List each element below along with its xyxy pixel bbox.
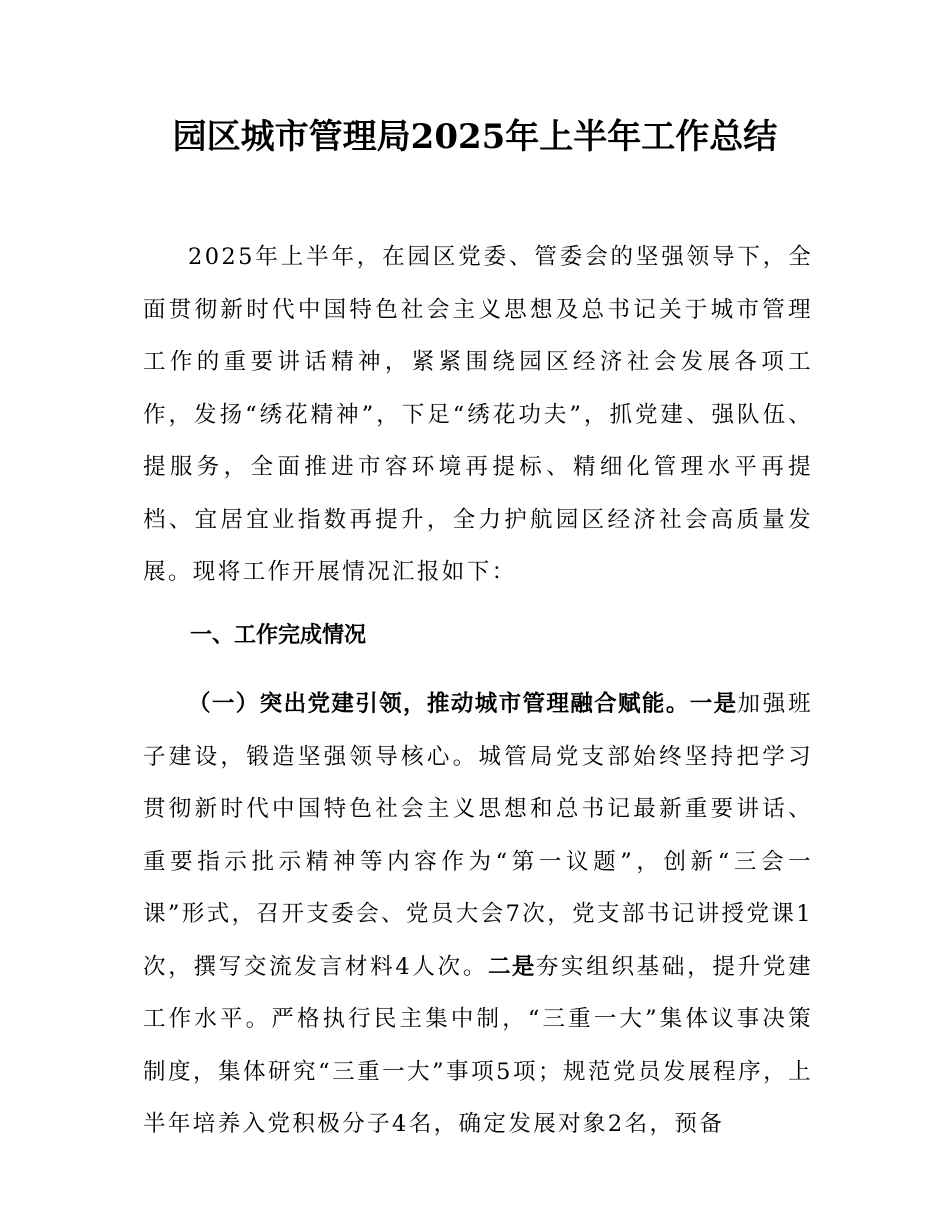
point-1-label: 一是 <box>689 691 738 717</box>
point-2-text: 夯实组织基础，提升党建工作水平。严格执行民主集中制，“三重一大”集体议事决策制度，集体研究“三重一大”事项5项；规范党员发展程序，上半年培养入党积极分子4名，确定发展对象2名，预备 <box>143 953 813 1137</box>
section-heading-work-completion: 一、工作完成情况 <box>190 623 367 648</box>
subsection-heading: （一）突出党建引领，推动城市管理融合赋能。 <box>188 691 690 717</box>
intro-paragraph: 2025年上半年，在园区党委、管委会的坚强领导下，全面贯彻新时代中国特色社会主义思想及总书记关于城市管理工作的重要讲话精神，紧紧围绕园区经济社会发展各项工作，发扬“绣花精神”，下足“绣花功夫”，抓党建、强队伍、提服务，全面推进市容环境再提标、精细化管理水平再提档、宜居宜业指数再提升，全力护航园区经济社会高质量发展。现将工作开展情况汇报如下： <box>143 244 813 585</box>
point-2-label: 二是 <box>488 953 536 980</box>
party-building-paragraph <box>143 678 813 1151</box>
point-1-text: 加强班子建设，锻造坚强领导核心。城管局党支部始终坚持把学习贯彻新时代中国特色社会主义思想和总书记最新重要讲话、重要指示批示精神等内容作为“第一议题”，创新“三会一课”形式，召开支委会、党员大会7次，党支部书记讲授党课1次，撰写交流发言材料4人次。 <box>143 691 813 980</box>
document-title: 园区城市管理局2025年上半年工作总结 <box>172 117 778 157</box>
